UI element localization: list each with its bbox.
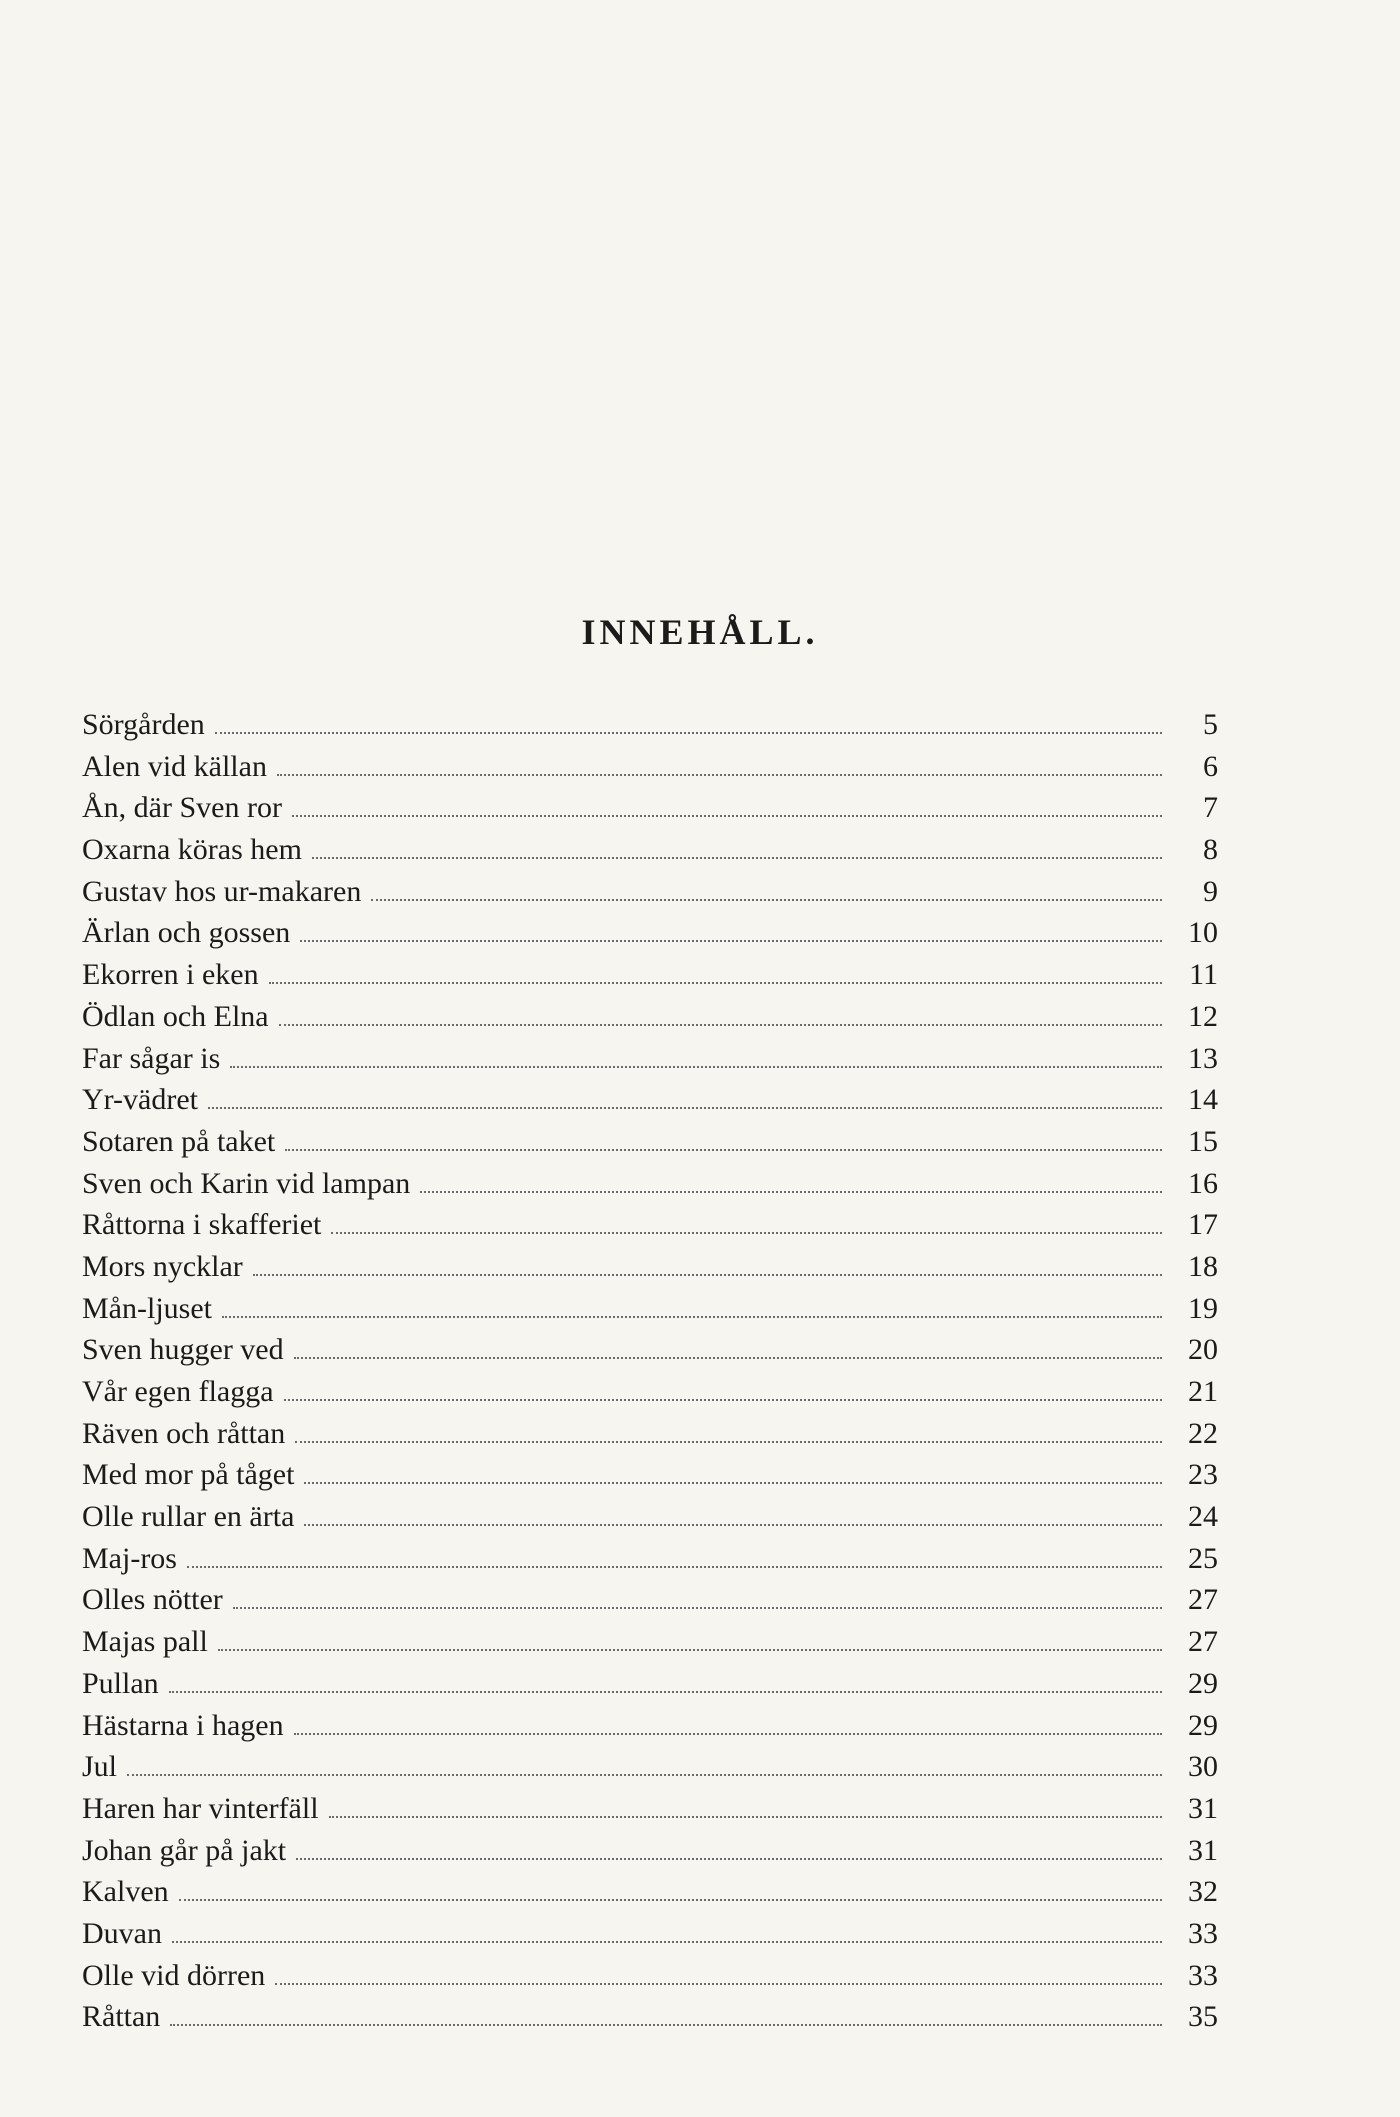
toc-entry-title: Olles nötter	[82, 1583, 223, 1617]
dot-leader	[296, 1858, 1162, 1860]
toc-entry	[82, 1663, 1218, 1705]
toc-entry-title: Alen vid källan	[82, 749, 267, 783]
toc-entry	[82, 704, 1218, 746]
toc-entry-page-number: 35	[1188, 2000, 1218, 2034]
toc-entry-page-number: 8	[1203, 833, 1218, 867]
table-of-contents	[82, 704, 1218, 2038]
toc-entry-title: Mån-ljuset	[82, 1291, 212, 1325]
dot-leader	[304, 1524, 1162, 1526]
toc-entry-page-number: 13	[1188, 1041, 1218, 1075]
toc-entry-title: Sven och Karin vid lampan	[82, 1166, 411, 1200]
dot-leader	[420, 1191, 1162, 1193]
toc-entry-page-number: 31	[1188, 1833, 1218, 1867]
toc-entry	[82, 787, 1218, 829]
toc-entry	[82, 1413, 1218, 1455]
dot-leader	[172, 1941, 1162, 1943]
toc-entry-title: Olle vid dörren	[82, 1958, 266, 1992]
dot-leader	[218, 1649, 1162, 1651]
toc-entry-page-number: 15	[1188, 1124, 1218, 1158]
toc-entry	[82, 996, 1218, 1038]
toc-entry-page-number: 23	[1188, 1458, 1218, 1492]
toc-entry-page-number: 6	[1203, 749, 1218, 783]
dot-leader	[312, 857, 1162, 859]
toc-entry-page-number: 12	[1188, 999, 1218, 1033]
toc-entry-page-number: 22	[1188, 1416, 1218, 1450]
toc-entry	[82, 1371, 1218, 1413]
toc-entry	[82, 1288, 1218, 1330]
toc-entry-title: Johan går på jakt	[82, 1833, 287, 1867]
dot-leader	[169, 1691, 1162, 1693]
toc-entry-title: Gustav hos ur-makaren	[82, 874, 362, 908]
dot-leader	[127, 1774, 1162, 1776]
toc-entry-title: Räven och råttan	[82, 1416, 286, 1450]
dot-leader	[295, 1441, 1162, 1443]
toc-entry-title: Med mor på tåget	[82, 1458, 295, 1492]
dot-leader	[285, 1149, 1162, 1151]
toc-entry	[82, 1871, 1218, 1913]
toc-entry-page-number: 5	[1203, 708, 1218, 741]
toc-entry	[82, 1830, 1218, 1872]
toc-entry-page-number: 21	[1188, 1375, 1218, 1408]
toc-entry	[82, 1038, 1218, 1080]
toc-entry-title: Vår egen flagga	[82, 1375, 274, 1408]
dot-leader	[253, 1274, 1162, 1276]
toc-entry-title: Ekorren i eken	[82, 958, 259, 992]
toc-entry-page-number: 10	[1188, 916, 1218, 950]
toc-entry	[82, 1121, 1218, 1163]
toc-entry	[82, 1579, 1218, 1621]
dot-leader	[233, 1607, 1162, 1609]
toc-entry-page-number: 16	[1188, 1166, 1218, 1200]
dot-leader	[284, 1399, 1162, 1401]
toc-entry-title: Ärlan och gossen	[82, 916, 291, 950]
toc-entry-page-number: 19	[1188, 1291, 1218, 1325]
dot-leader	[294, 1733, 1162, 1735]
toc-entry	[82, 1913, 1218, 1955]
toc-entry-title: Sotaren på taket	[82, 1124, 276, 1158]
dot-leader	[279, 1024, 1162, 1026]
toc-entry	[82, 912, 1218, 954]
dot-leader	[208, 1107, 1162, 1109]
dot-leader	[187, 1566, 1162, 1568]
toc-entry-page-number: 14	[1188, 1083, 1218, 1117]
toc-entry	[82, 1705, 1218, 1747]
toc-entry-page-number: 29	[1188, 1708, 1218, 1742]
toc-entry-title: Kalven	[82, 1875, 169, 1909]
toc-entry-title: Majas pall	[82, 1625, 208, 1659]
toc-entry-title: Duvan	[82, 1916, 162, 1950]
toc-entry	[82, 746, 1218, 788]
toc-entry	[82, 1538, 1218, 1580]
toc-entry-page-number: 9	[1203, 874, 1218, 908]
toc-entry-page-number: 30	[1188, 1750, 1218, 1784]
toc-entry-page-number: 20	[1188, 1333, 1218, 1367]
toc-entry	[82, 1454, 1218, 1496]
dot-leader	[222, 1316, 1162, 1318]
dot-leader	[179, 1899, 1162, 1901]
toc-entry	[82, 1163, 1218, 1205]
dot-leader	[331, 1232, 1162, 1234]
toc-entry-page-number: 32	[1188, 1875, 1218, 1909]
dot-leader	[269, 982, 1162, 984]
toc-entry-title: Ödlan och Elna	[82, 999, 269, 1033]
toc-entry-title: Hästarna i hagen	[82, 1708, 284, 1742]
toc-entry	[82, 829, 1218, 871]
toc-entry-title: Mors nycklar	[82, 1249, 243, 1283]
toc-entry-page-number: 29	[1188, 1666, 1218, 1700]
toc-entry	[82, 871, 1218, 913]
toc-entry	[82, 1079, 1218, 1121]
dot-leader	[371, 899, 1162, 901]
dot-leader	[277, 774, 1162, 776]
page-title: INNEHÅLL.	[581, 612, 819, 653]
toc-entry-page-number: 24	[1188, 1500, 1218, 1534]
toc-entry-title: Maj-ros	[82, 1541, 177, 1575]
dot-leader	[230, 1066, 1162, 1068]
toc-entry	[82, 1621, 1218, 1663]
toc-entry-title: Sörgården	[82, 708, 205, 741]
toc-entry-title: Sven hugger ved	[82, 1333, 284, 1367]
dot-leader	[300, 940, 1162, 942]
toc-entry	[82, 1788, 1218, 1830]
dot-leader	[304, 1482, 1162, 1484]
toc-entry-page-number: 33	[1188, 1958, 1218, 1992]
toc-entry	[82, 954, 1218, 996]
toc-entry-title: Olle rullar en ärta	[82, 1500, 295, 1534]
toc-entry-title: Råttan	[82, 2000, 161, 2034]
toc-entry	[82, 1246, 1218, 1288]
toc-entry-page-number: 17	[1188, 1208, 1218, 1242]
toc-entry	[82, 1746, 1218, 1788]
toc-entry	[82, 1204, 1218, 1246]
toc-entry-page-number: 27	[1188, 1625, 1218, 1659]
dot-leader	[170, 2024, 1162, 2026]
toc-entry-title: Pullan	[82, 1666, 159, 1700]
dot-leader	[294, 1357, 1162, 1359]
toc-entry-page-number: 7	[1203, 791, 1218, 825]
toc-entry	[82, 1496, 1218, 1538]
toc-entry-page-number: 25	[1188, 1541, 1218, 1575]
toc-entry-title: Haren har vinterfäll	[82, 1791, 319, 1825]
toc-entry-page-number: 11	[1189, 958, 1218, 992]
toc-entry-title: Far sågar is	[82, 1041, 221, 1075]
toc-entry-title: Yr-vädret	[82, 1083, 199, 1117]
dot-leader	[329, 1816, 1162, 1818]
toc-entry	[82, 1329, 1218, 1371]
toc-entry	[82, 1996, 1218, 2038]
toc-entry-title: Oxarna köras hem	[82, 833, 302, 867]
toc-entry-page-number: 33	[1188, 1916, 1218, 1950]
toc-entry-page-number: 27	[1188, 1583, 1218, 1617]
toc-entry-title: Jul	[82, 1750, 118, 1784]
toc-entry-page-number: 18	[1188, 1249, 1218, 1283]
dot-leader	[215, 732, 1162, 734]
toc-entry-page-number: 31	[1188, 1791, 1218, 1825]
toc-entry	[82, 1955, 1218, 1997]
toc-entry-title: Råttorna i skafferiet	[82, 1208, 322, 1242]
toc-entry-title: Ån, där Sven ror	[82, 791, 282, 825]
dot-leader	[292, 815, 1162, 817]
dot-leader	[275, 1983, 1162, 1985]
